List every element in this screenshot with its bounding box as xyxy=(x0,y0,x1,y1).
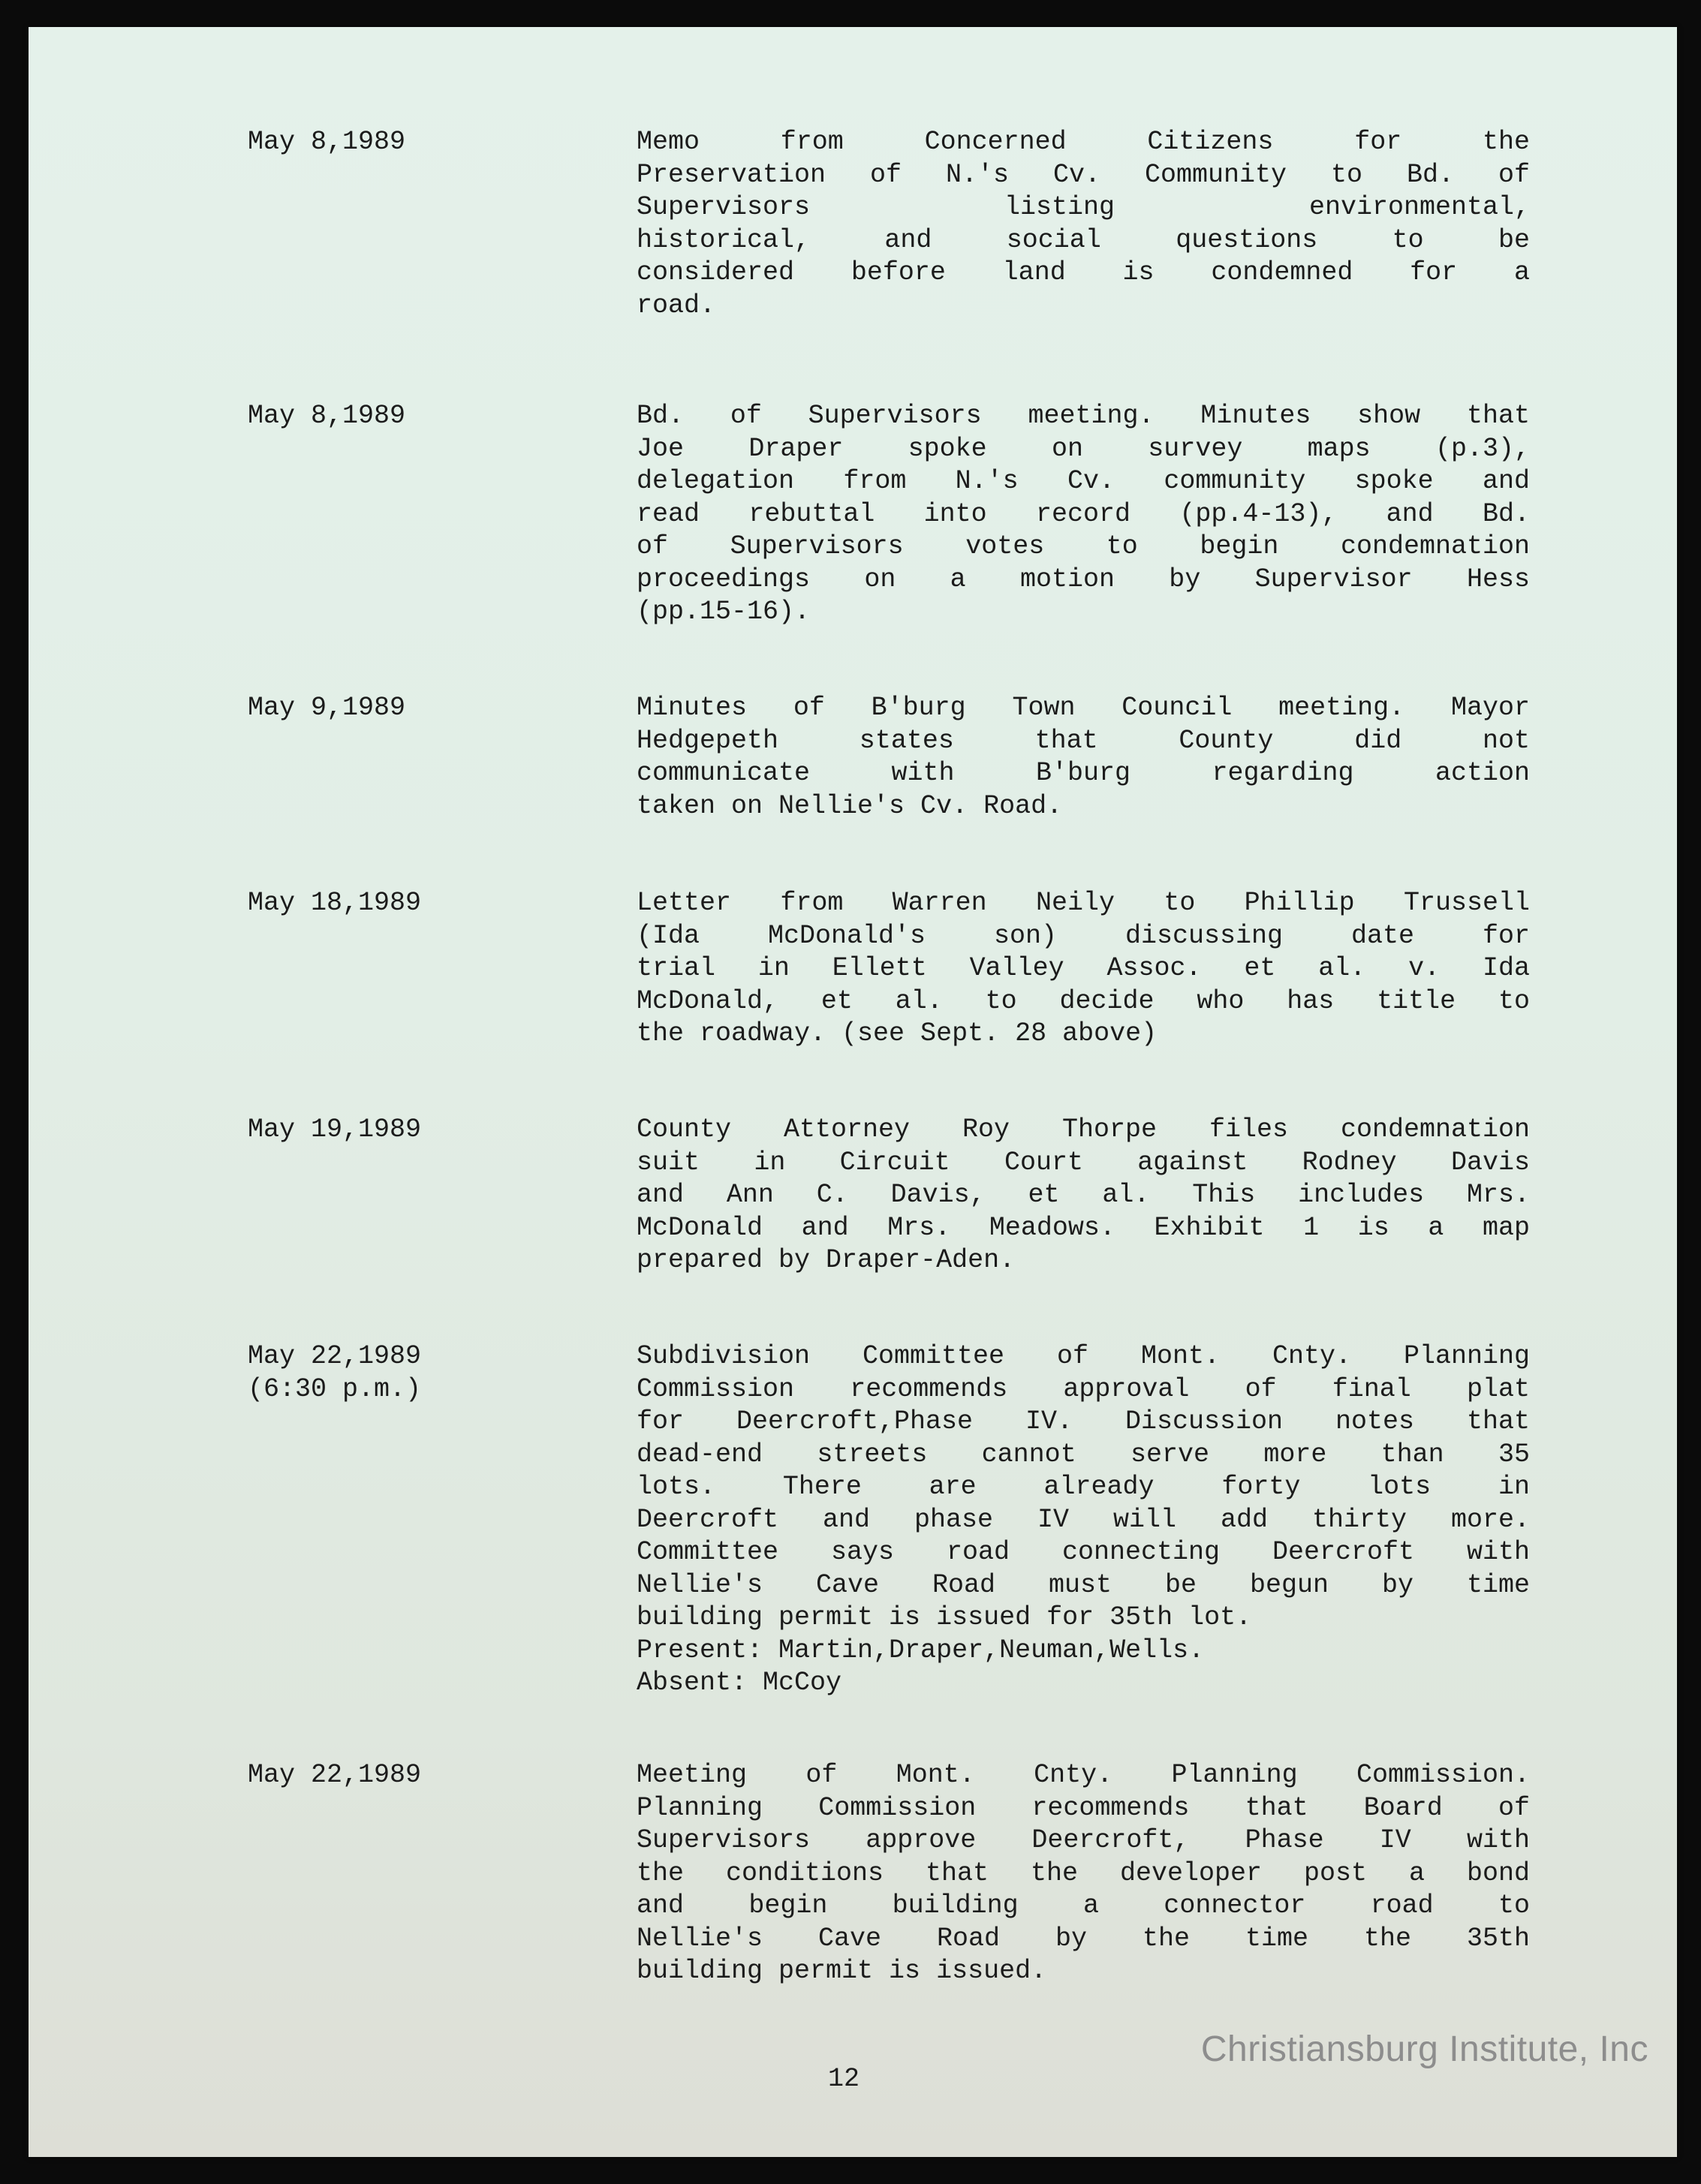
description-line: suit in Circuit Court against Rodney Davis xyxy=(637,1147,1530,1178)
description-line: building permit is issued for 35th lot. xyxy=(637,1602,1252,1632)
description-line: Absent: McCoy xyxy=(637,1668,842,1698)
description-line: delegation from N.'s Cv. community spoke and xyxy=(637,466,1530,496)
description-line: Present: Martin,Draper,Neuman,Wells. xyxy=(637,1635,1205,1665)
description-line: Committee says road connecting Deercroft with xyxy=(637,1537,1530,1567)
description-line: taken on Nellie's Cv. Road. xyxy=(637,790,1063,821)
entry-date: May 22,1989 (6:30 p.m.) xyxy=(248,1341,422,1404)
document-page xyxy=(29,27,1677,2157)
description-line: lots. There are already forty lots in xyxy=(637,1472,1530,1502)
description-line: considered before land is condemned for a xyxy=(637,257,1530,287)
page-number: 12 xyxy=(828,2064,860,2094)
description-line: read rebuttal into record (pp.4-13), and Bd. xyxy=(637,498,1530,529)
entry-description xyxy=(637,887,1530,1051)
description-line: prepared by Draper-Aden. xyxy=(637,1245,1016,1275)
description-line: dead-end streets cannot serve more than 35 xyxy=(637,1439,1530,1470)
description-line: and begin building a connector road to xyxy=(637,1891,1530,1921)
entry-description xyxy=(637,1759,1530,1988)
description-line: the roadway. (see Sept. 28 above) xyxy=(637,1018,1158,1048)
description-line: and Ann C. Davis, et al. This includes Mrs. xyxy=(637,1180,1530,1210)
entry-date: May 8,1989 xyxy=(248,401,406,431)
description-line: Minutes of B'burg Town Council meeting. Mayor xyxy=(637,693,1530,723)
description-line: Supervisors listing environmental, xyxy=(637,192,1530,222)
description-line: proceedings on a motion by Supervisor Hess xyxy=(637,564,1530,594)
description-line: of Supervisors votes to begin condemnation xyxy=(637,531,1530,561)
description-line: Meeting of Mont. Cnty. Planning Commission. xyxy=(637,1760,1530,1790)
entry-date: May 8,1989 xyxy=(248,127,406,157)
entry-date: May 18,1989 xyxy=(248,888,422,918)
description-line: Bd. of Supervisors meeting. Minutes show that xyxy=(637,401,1530,431)
description-line: building permit is issued. xyxy=(637,1956,1047,1986)
entry-description xyxy=(637,692,1530,823)
description-line: Planning Commission recommends that Board of xyxy=(637,1792,1530,1823)
entry-description xyxy=(637,126,1530,322)
description-line: Subdivision Committee of Mont. Cnty. Planning xyxy=(637,1341,1530,1371)
description-line: Deercroft and phase IV will add thirty more. xyxy=(637,1504,1530,1535)
description-line: Preservation of N.'s Cv. Community to Bd. of xyxy=(637,159,1530,190)
entry-description xyxy=(637,400,1530,629)
description-line: Letter from Warren Neily to Phillip Trussell xyxy=(637,888,1530,918)
entry-description xyxy=(637,1340,1530,1700)
description-line: Memo from Concerned Citizens for the xyxy=(637,127,1530,157)
description-line: Nellie's Cave Road must be begun by time xyxy=(637,1569,1530,1600)
description-line: communicate with B'burg regarding action xyxy=(637,758,1530,788)
description-line: Joe Draper spoke on survey maps (p.3), xyxy=(637,433,1530,464)
description-line: for Deercroft,Phase IV. Discussion notes that xyxy=(637,1406,1530,1436)
description-line: Commission recommends approval of final plat xyxy=(637,1373,1530,1404)
entry-description xyxy=(637,1114,1530,1277)
description-line: Nellie's Cave Road by the time the 35th xyxy=(637,1923,1530,1954)
entry-date: May 9,1989 xyxy=(248,693,406,723)
entry-date: May 19,1989 xyxy=(248,1115,422,1145)
description-line: County Attorney Roy Thorpe files condemnation xyxy=(637,1115,1530,1145)
description-line: McDonald and Mrs. Meadows. Exhibit 1 is a map xyxy=(637,1212,1530,1243)
watermark-text: Christiansburg Institute, Inc xyxy=(1200,2029,1648,2069)
description-line: (pp.15-16). xyxy=(637,597,811,627)
description-line: trial in Ellett Valley Assoc. et al. v. Ida xyxy=(637,953,1530,983)
entry-date: May 22,1989 xyxy=(248,1760,422,1790)
description-line: Hedgepeth states that County did not xyxy=(637,725,1530,756)
description-line: McDonald, et al. to decide who has title to xyxy=(637,985,1530,1016)
description-line: Supervisors approve Deercroft, Phase IV with xyxy=(637,1825,1530,1855)
description-line: the conditions that the developer post a bond xyxy=(637,1858,1530,1888)
description-line: historical, and social questions to be xyxy=(637,224,1530,255)
description-line: road. xyxy=(637,290,716,320)
description-line: (Ida McDonald's son) discussing date for xyxy=(637,920,1530,951)
